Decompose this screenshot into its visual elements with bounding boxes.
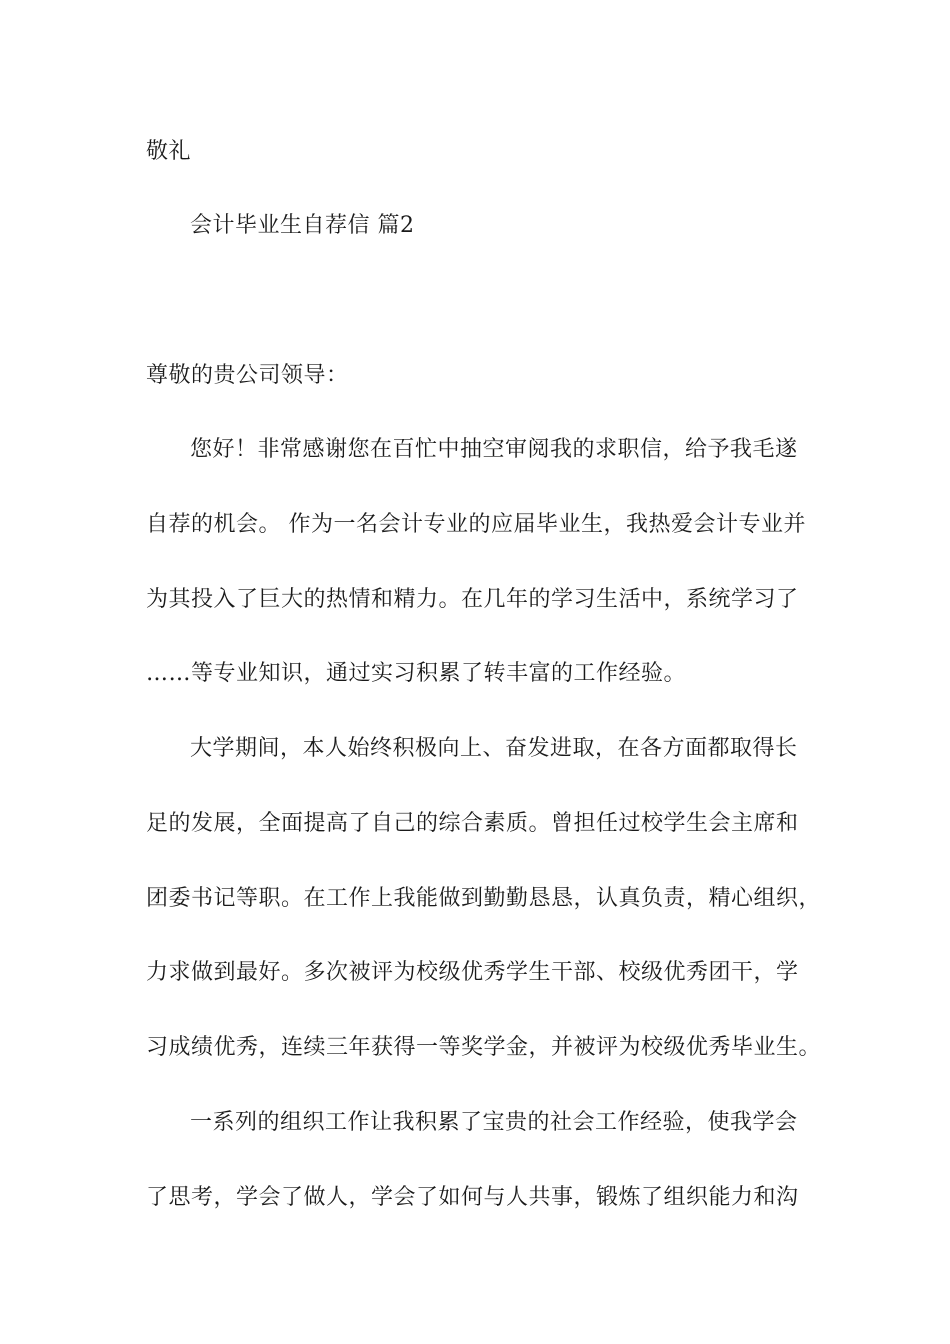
paragraph-line: 团委书记等职。在工作上我能做到勤勤恳恳，认真负责，精心组织，: [146, 886, 822, 911]
salutation: 尊敬的贵公司领导：: [146, 363, 349, 388]
paragraph-line: 为其投入了巨大的热情和精力。在几年的学习生活中，系统学习了: [146, 587, 799, 612]
closing-text: 敬礼: [146, 139, 192, 164]
paragraph-line: ……等专业知识，通过实习积累了转丰富的工作经验。: [146, 661, 687, 686]
paragraph-line: 习成绩优秀，连续三年获得一等奖学金，并被评为校级优秀毕业生。: [146, 1035, 822, 1060]
section-title: 会计毕业生自荐信 篇2: [190, 213, 415, 238]
paragraph-line: 了思考，学会了做人，学会了如何与人共事，锻炼了组织能力和沟: [146, 1185, 799, 1210]
paragraph-line: 一系列的组织工作让我积累了宝贵的社会工作经验，使我学会: [190, 1110, 798, 1135]
paragraph-line: 您好！非常感谢您在百忙中抽空审阅我的求职信，给予我毛遂: [190, 437, 798, 462]
paragraph-line: 足的发展，全面提高了自己的综合素质。曾担任过校学生会主席和: [146, 811, 799, 836]
paragraph-line: 大学期间，本人始终积极向上、奋发进取，在各方面都取得长: [190, 736, 798, 761]
paragraph-line: 自荐的机会。 作为一名会计专业的应届毕业生，我热爱会计专业并: [146, 512, 806, 537]
paragraph-line: 力求做到最好。多次被评为校级优秀学生干部、校级优秀团干，学: [146, 960, 799, 985]
